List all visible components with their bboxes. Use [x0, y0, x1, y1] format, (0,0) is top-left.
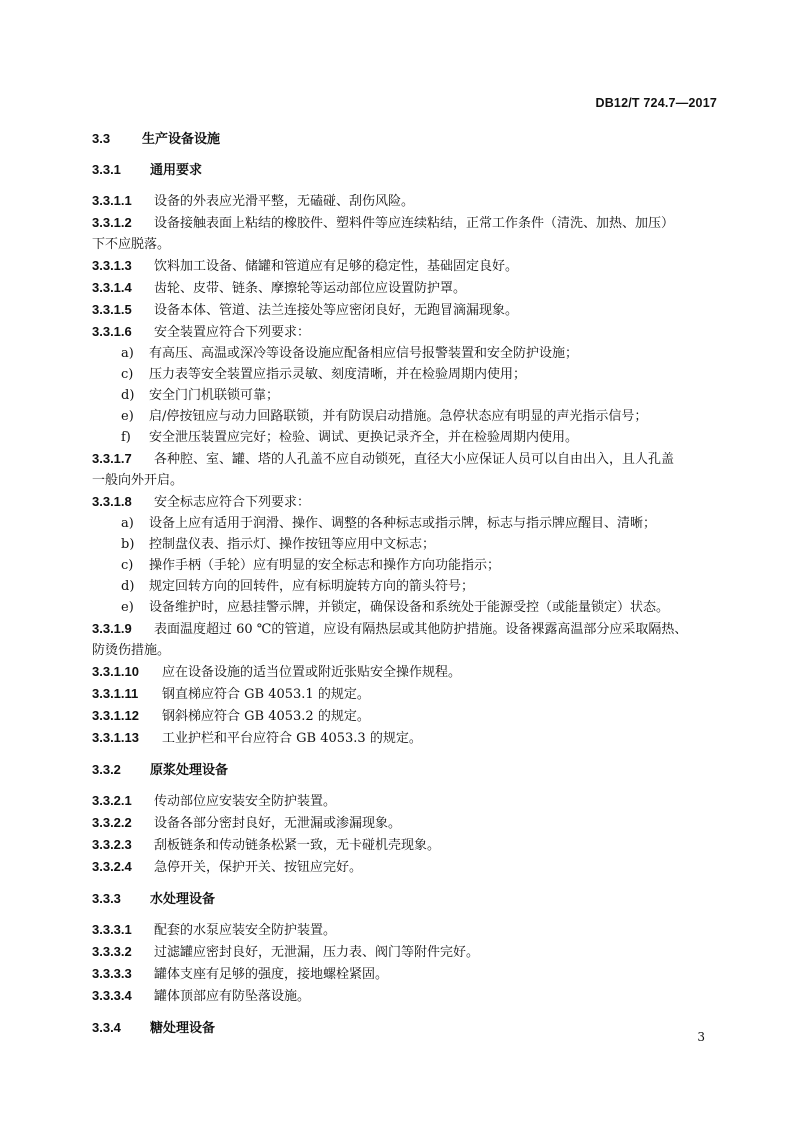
clause-number: 3.3.3.1	[92, 922, 132, 937]
list-marker: d)	[121, 579, 135, 594]
clause-3-3-1-6	[92, 321, 704, 343]
clause-3-3-2-4	[92, 856, 704, 878]
list-marker: d)	[121, 388, 135, 403]
list-item	[92, 534, 704, 555]
clause-3-3-1-7	[92, 448, 704, 470]
clause-3-3-1-2	[92, 212, 704, 234]
clause-number: 3.3.1.3	[92, 258, 132, 273]
subsection-title: 水处理设备	[150, 891, 216, 906]
clause-text: 工业护栏和平台应符合 GB 4053.3 的规定。	[162, 731, 422, 746]
clause-number: 3.3.1.4	[92, 280, 132, 295]
clause-number: 3.3.1.8	[92, 494, 132, 509]
list-item-text: 安全泄压装置应完好；检验、调试、更换记录齐全，并在检验周期内使用。	[149, 430, 579, 445]
subsection-number: 3.3.3	[92, 891, 121, 906]
clause-3-3-1-8	[92, 491, 704, 513]
list-item	[92, 555, 704, 576]
clause-number: 3.3.1.7	[92, 451, 132, 466]
clause-number: 3.3.1.12	[92, 708, 139, 723]
clause-text: 钢斜梯应符合 GB 4053.2 的规定。	[162, 709, 370, 724]
clause-text: 传动部位应安装安全防护装置。	[154, 794, 337, 809]
clause-3-3-1-4	[92, 277, 704, 299]
clause-text: 过滤罐应密封良好，无泄漏，压力表、阀门等附件完好。	[154, 945, 480, 960]
document-code-header: DB12/T 724.7—2017	[595, 96, 717, 110]
clause-number: 3.3.1.2	[92, 215, 132, 230]
clause-text: 罐体顶部应有防坠落设施。	[154, 989, 311, 1004]
clause-number: 3.3.2.1	[92, 793, 132, 808]
clause-3-3-1-10	[92, 661, 704, 683]
subsection-number: 3.3.1	[92, 162, 121, 177]
clause-number: 3.3.1.1	[92, 193, 132, 208]
clause-text: 罐体支座有足够的强度，接地螺栓紧固。	[154, 967, 389, 982]
clause-3-3-1-11	[92, 683, 704, 705]
clause-3-3-3-2	[92, 941, 704, 963]
clause-text: 饮料加工设备、储罐和管道应有足够的稳定性，基础固定良好。	[154, 259, 519, 274]
clause-3-3-1-12	[92, 705, 704, 727]
list-marker: e)	[121, 409, 134, 424]
clause-number: 3.3.2.4	[92, 859, 132, 874]
subsection-title: 通用要求	[150, 162, 203, 177]
clause-3-3-1-5	[92, 299, 704, 321]
list-marker: b)	[121, 537, 135, 552]
clause-number: 3.3.3.2	[92, 944, 132, 959]
list-item-text: 启/停按钮应与动力回路联锁，并有防误启动措施。急停状态应有明显的声光指示信号；	[149, 409, 648, 424]
clause-text: 设备接触表面上粘结的橡胶件、塑料件等应连续粘结，正常工作条件（清洗、加热、加压）	[154, 216, 675, 231]
list-item	[92, 385, 704, 406]
list-item-text: 压力表等安全装置应指示灵敏、刻度清晰，并在检验周期内使用；	[149, 367, 527, 382]
subsection-title: 原浆处理设备	[150, 762, 229, 777]
clause-3-3-2-3	[92, 834, 704, 856]
clause-number: 3.3.1.5	[92, 302, 132, 317]
list-marker: c)	[121, 367, 134, 382]
subsection-title: 糖处理设备	[150, 1020, 216, 1035]
clause-text: 安全标志应符合下列要求：	[154, 495, 311, 510]
clause-number: 3.3.1.10	[92, 664, 139, 679]
clause-number: 3.3.1.9	[92, 621, 132, 636]
list-item	[92, 597, 704, 618]
list-item-text: 设备维护时，应悬挂警示牌，并锁定，确保设备和系统处于能源受控（或能量锁定）状态。	[149, 600, 670, 615]
list-marker: e)	[121, 600, 134, 615]
subsection-number: 3.3.2	[92, 762, 121, 777]
list-item	[92, 513, 704, 534]
clause-number: 3.3.1.6	[92, 324, 132, 339]
clause-text: 齿轮、皮带、链条、摩擦轮等运动部位应设置防护罩。	[154, 281, 467, 296]
clause-3-3-3-4	[92, 985, 704, 1007]
document-body	[92, 128, 704, 1038]
clause-number: 3.3.2.3	[92, 837, 132, 852]
list-item	[92, 406, 704, 427]
clause-text: 设备的外表应光滑平整，无磕碰、刮伤风险。	[154, 194, 415, 209]
clause-3-3-1-1	[92, 190, 704, 212]
list-item	[92, 343, 704, 364]
list-item	[92, 364, 704, 385]
page-number: 3	[697, 1030, 705, 1044]
list-item-text: 有高压、高温或深冷等设备设施应配备相应信号报警装置和安全防护设施；	[149, 346, 579, 361]
section-number: 3.3	[92, 131, 111, 146]
section-title: 生产设备设施	[142, 131, 221, 146]
clause-3-3-2-1	[92, 790, 704, 812]
clause-text: 钢直梯应符合 GB 4053.1 的规定。	[162, 687, 370, 702]
subsection-heading-3-3-1	[92, 159, 704, 180]
list-marker: a)	[121, 346, 134, 361]
clause-3-3-1-9	[92, 618, 704, 640]
clause-3-3-3-1	[92, 919, 704, 941]
clause-continuation: 防烫伤措施。	[92, 643, 171, 658]
list-marker: c)	[121, 558, 134, 573]
clause-number: 3.3.1.13	[92, 730, 139, 745]
clause-3-3-2-2	[92, 812, 704, 834]
list-marker: f)	[121, 430, 131, 445]
clause-text: 设备本体、管道、法兰连接处等应密闭良好，无跑冒滴漏现象。	[154, 303, 519, 318]
clause-continuation: 一般向外开启。	[92, 473, 184, 488]
clause-text: 表面温度超过 60 ℃的管道，应设有隔热层或其他防护措施。设备裸露高温部分应采取隔热、	[154, 622, 688, 637]
clause-3-3-1-3	[92, 255, 704, 277]
list-item-text: 安全门门机联锁可靠；	[149, 388, 280, 403]
clause-number: 3.3.3.3	[92, 966, 132, 981]
subsection-heading-3-3-4	[92, 1017, 704, 1038]
list-item-text: 设备上应有适用于润滑、操作、调整的各种标志或指示牌，标志与指示牌应醒目、清晰；	[149, 516, 657, 531]
clause-3-3-1-13	[92, 727, 704, 749]
clause-text: 刮板链条和传动链条松紧一致，无卡碰机壳现象。	[154, 838, 441, 853]
clause-text: 各种腔、室、罐、塔的人孔盖不应自动锁死，直径大小应保证人员可以自由出入，且人孔盖	[154, 452, 675, 467]
clause-continuation: 下不应脱落。	[92, 237, 171, 252]
list-item-text: 控制盘仪表、指示灯、操作按钮等应用中文标志；	[149, 537, 436, 552]
clause-3-3-3-3	[92, 963, 704, 985]
section-heading	[92, 128, 704, 149]
subsection-heading-3-3-2	[92, 759, 704, 780]
clause-text: 安全装置应符合下列要求：	[154, 325, 311, 340]
clause-number: 3.3.3.4	[92, 988, 132, 1003]
list-marker: a)	[121, 516, 134, 531]
clause-text: 配套的水泵应装安全防护装置。	[154, 923, 337, 938]
subsection-heading-3-3-3	[92, 888, 704, 909]
clause-text: 应在设备设施的适当位置或附近张贴安全操作规程。	[162, 665, 462, 680]
clause-number: 3.3.1.11	[92, 686, 139, 701]
clause-number: 3.3.2.2	[92, 815, 132, 830]
subsection-number: 3.3.4	[92, 1020, 121, 1035]
list-item	[92, 576, 704, 597]
list-item-text: 规定回转方向的回转件，应有标明旋转方向的箭头符号；	[149, 579, 475, 594]
list-item	[92, 427, 704, 448]
list-item-text: 操作手柄（手轮）应有明显的安全标志和操作方向功能指示；	[149, 558, 501, 573]
clause-text: 急停开关，保护开关、按钮应完好。	[154, 860, 363, 875]
clause-text: 设备各部分密封良好，无泄漏或渗漏现象。	[154, 816, 402, 831]
